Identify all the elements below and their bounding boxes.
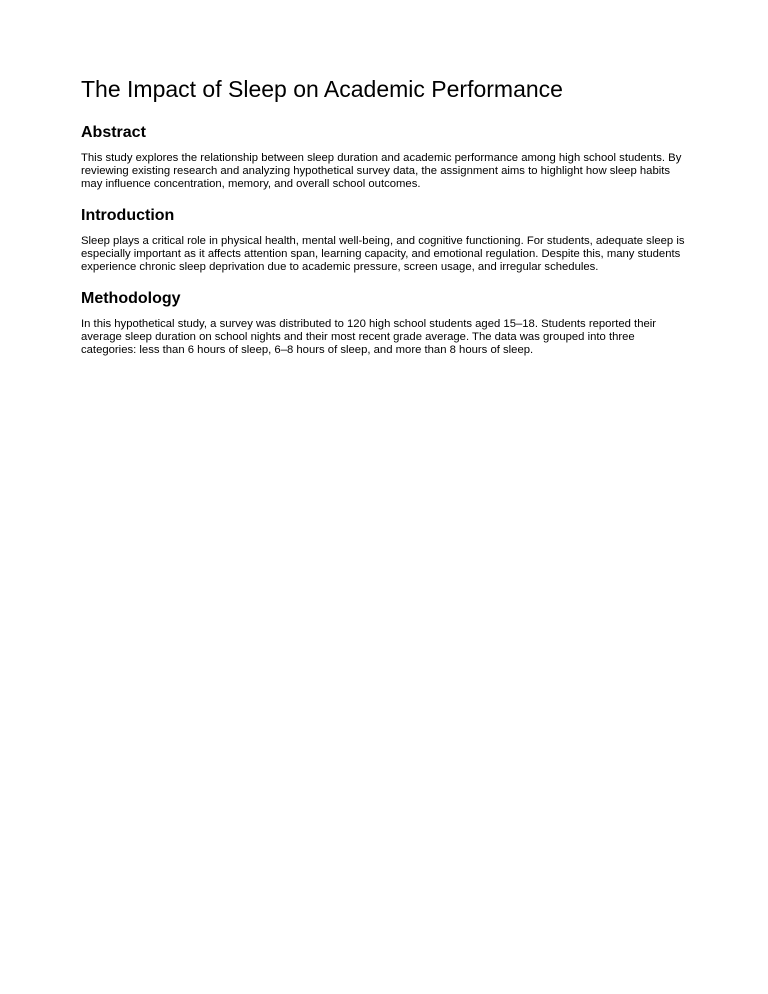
section-heading-methodology: Methodology xyxy=(81,290,181,307)
section-heading-abstract: Abstract xyxy=(81,124,146,141)
section-introduction xyxy=(81,207,693,274)
section-methodology xyxy=(81,290,693,357)
section-heading-introduction: Introduction xyxy=(81,207,175,224)
document-title: The Impact of Sleep on Academic Performance xyxy=(81,76,563,102)
document-page xyxy=(81,76,693,373)
section-abstract xyxy=(81,124,693,191)
section-body-abstract: This study explores the relationship between sleep duration and academic performance among high school students. By reviewing existing research and analyzing hypothetical survey data, the assignment aims to highlight how sleep habits may influence concentration, memory, and overall school outcomes. xyxy=(81,152,682,190)
section-body-introduction: Sleep plays a critical role in physical health, mental well-being, and cognitive functioning. For students, adequate sleep is especially important as it affects attention span, learning capacity, and emotional regulation. Despite this, many students experience chronic sleep deprivation due to academic pressure, screen usage, and irregular schedules. xyxy=(81,235,685,273)
section-body-methodology: In this hypothetical study, a survey was distributed to 120 high school students aged 15–18. Students reported their average sleep duration on school nights and their most recent grade average. The data was grouped into three categories: less than 6 hours of sleep, 6–8 hours of sleep, and more than 8 hours of sleep. xyxy=(81,318,657,356)
